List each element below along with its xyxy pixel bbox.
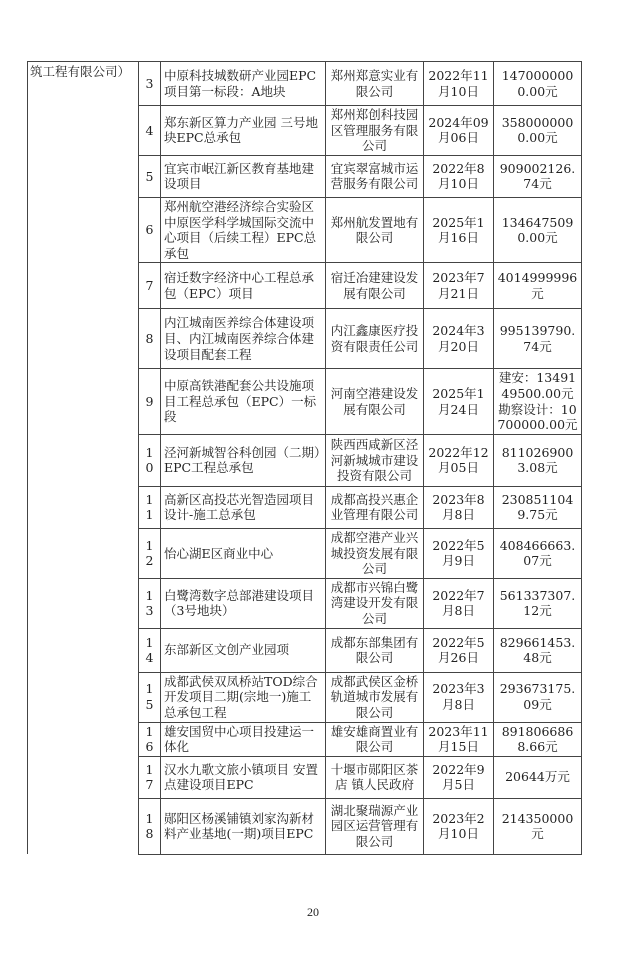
project-name-cell: 汉水九歌文旅小镇项目 安置点建设项目EPC [161,756,326,798]
project-table [27,61,582,855]
owner-cell: 成都武侯区金桥轨道城市发展有限公司 [326,672,424,722]
owner-cell: 郑州郑创科技园区管理服务有限公司 [326,106,424,156]
table-row [28,62,582,106]
page-number: 20 [307,905,319,919]
date-cell: 2023年8月8日 [424,486,494,528]
owner-cell: 成都空港产业兴城投资发展有限公司 [326,528,424,578]
amount-cell: 1470000000.00元 [494,62,582,106]
row-number-cell: 5 [139,155,161,197]
owner-cell: 郑州郑意实业有限公司 [326,62,424,106]
project-name-cell: 宿迁数字经济中心工程总承包（EPC）项目 [161,263,326,309]
owner-cell: 成都市兴锦白鹭湾建设开发有限公司 [326,578,424,628]
date-cell: 2023年3月8日 [424,672,494,722]
amount-cell: 8110269003.08元 [494,434,582,486]
date-cell: 2025年1月24日 [424,369,494,435]
project-name-cell: 成都武侯双凤桥站TOD综合开发项目二期(宗地一)施工总承包工程 [161,672,326,722]
amount-cell: 4014999996元 [494,263,582,309]
amount-cell: 20644万元 [494,756,582,798]
amount-cell: 995139790.74元 [494,309,582,369]
date-cell: 2022年8月10日 [424,155,494,197]
amount-cell: 1346475090.00元 [494,197,582,263]
project-name-cell: 中原科技城数研产业园EPC项目第一标段：A地块 [161,62,326,106]
owner-cell: 河南空港建设发展有限公司 [326,369,424,435]
amount-cell: 8918066868.66元 [494,722,582,756]
row-number-cell: 15 [139,672,161,722]
row-number-cell: 11 [139,486,161,528]
amount-cell: 214350000元 [494,798,582,854]
amount-cell: 293673175.09元 [494,672,582,722]
owner-cell: 雄安雄商置业有限公司 [326,722,424,756]
date-cell: 2022年5月26日 [424,628,494,672]
project-name-cell: 白鹭湾数字总部港建设项目（3号地块） [161,578,326,628]
date-cell: 2022年5月9日 [424,528,494,578]
amount-cell: 3580000000.00元 [494,106,582,156]
project-name-cell: 东部新区文创产业园项 [161,628,326,672]
owner-cell: 内江鑫康医疗投资有限责任公司 [326,309,424,369]
row-number-cell: 4 [139,106,161,156]
amount-cell: 2308511049.75元 [494,486,582,528]
amount-cell: 408466663.07元 [494,528,582,578]
project-name-cell: 泾河新城智谷科创园（二期）EPC工程总承包 [161,434,326,486]
date-cell: 2025年1月16日 [424,197,494,263]
project-name-cell: 高新区高投芯光智造园项目设计-施工总承包 [161,486,326,528]
date-cell: 2023年11月15日 [424,722,494,756]
project-name-cell: 郑东新区算力产业园 三号地块EPC总承包 [161,106,326,156]
amount-cell: 829661453.48元 [494,628,582,672]
date-cell: 2024年3月20日 [424,309,494,369]
row-number-cell: 17 [139,756,161,798]
project-name-cell: 宜宾市岷江新区教育基地建设项目 [161,155,326,197]
date-cell: 2023年2月10日 [424,798,494,854]
date-cell: 2022年9月5日 [424,756,494,798]
project-name-cell: 怡心湖E区商业中心 [161,528,326,578]
owner-cell: 宿迁冶建建设发展有限公司 [326,263,424,309]
owner-cell: 郑州航发置地有限公司 [326,197,424,263]
row-number-cell: 13 [139,578,161,628]
date-cell: 2022年12月05日 [424,434,494,486]
date-cell: 2022年11月10日 [424,62,494,106]
row-number-cell: 9 [139,369,161,435]
project-name-cell: 雄安国贸中心项目投建运一体化 [161,722,326,756]
contractor-cell: 筑工程有限公司） [28,62,139,855]
date-cell: 2023年7月21日 [424,263,494,309]
amount-cell: 909002126.74元 [494,155,582,197]
amount-cell: 561337307.12元 [494,578,582,628]
project-name-cell: 内江城南医养综合体建设项目、内江城南医养综合体建设项目配套工程 [161,309,326,369]
row-number-cell: 16 [139,722,161,756]
date-cell: 2022年7月8日 [424,578,494,628]
owner-cell: 成都高投兴惠企业管理有限公司 [326,486,424,528]
row-number-cell: 3 [139,62,161,106]
project-name-cell: 郧阳区杨溪铺镇刘家沟新材料产业基地(一期)项目EPC [161,798,326,854]
row-number-cell: 6 [139,197,161,263]
row-number-cell: 10 [139,434,161,486]
owner-cell: 宜宾翠富城市运营服务有限公司 [326,155,424,197]
row-number-cell: 18 [139,798,161,854]
row-number-cell: 7 [139,263,161,309]
date-cell: 2024年09月06日 [424,106,494,156]
row-number-cell: 8 [139,309,161,369]
row-number-cell: 14 [139,628,161,672]
table-body [28,62,582,855]
owner-cell: 湖北聚瑞源产业园区运营管理有限公司 [326,798,424,854]
owner-cell: 陕西西咸新区泾河新城城市建设投资有限公司 [326,434,424,486]
owner-cell: 十堰市郧阳区茶店 镇人民政府 [326,756,424,798]
project-name-cell: 中原高铁港配套公共设施项目工程总承包（EPC）一标段 [161,369,326,435]
project-name-cell: 郑州航空港经济综合实验区中原医学科学城国际交流中心项目（后续工程）EPC总承包 [161,197,326,263]
owner-cell: 成都东部集团有限公司 [326,628,424,672]
amount-cell: 建安：1349149500.00元勘察设计：10700000.00元 [494,369,582,435]
row-number-cell: 12 [139,528,161,578]
